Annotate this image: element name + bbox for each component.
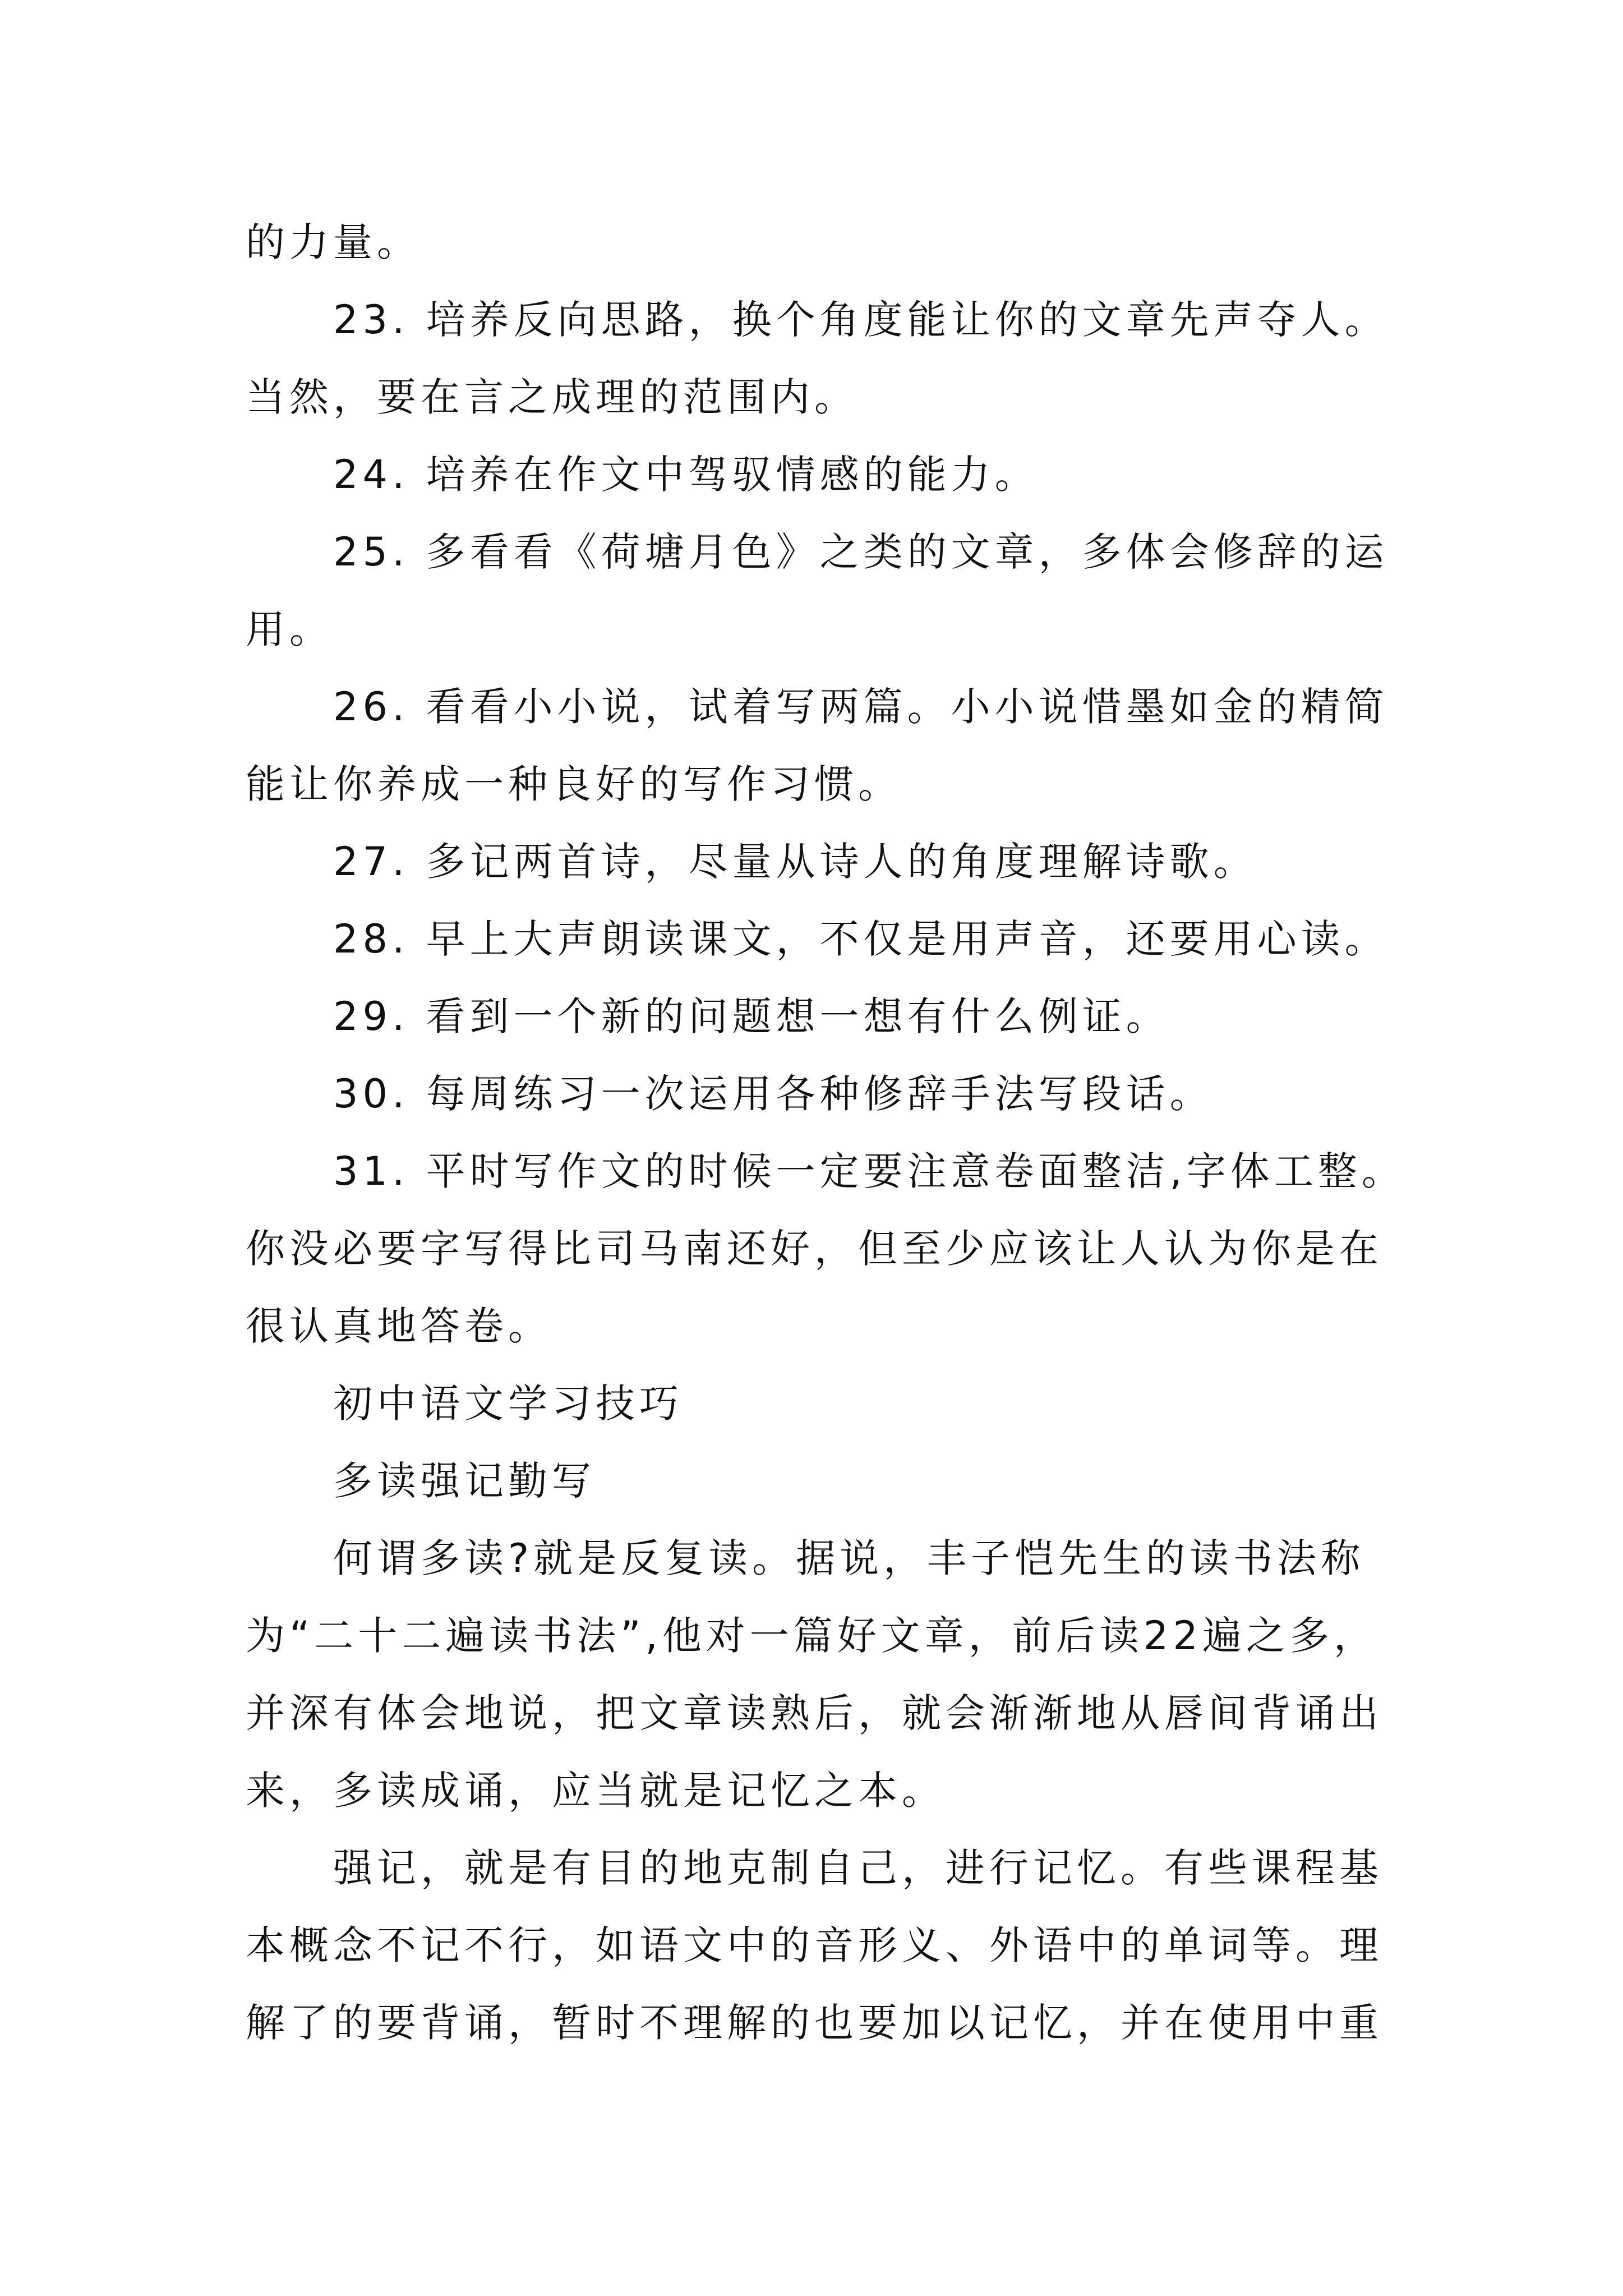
paragraph-line: 本概念不记不行，如语文中的音形义、外语中的单词等。理 — [246, 1922, 1383, 1968]
text-line: 能让你养成一种良好的写作习惯。 — [246, 761, 902, 807]
paragraph-line: 来，多读成诵，应当就是记忆之本。 — [246, 1768, 946, 1814]
list-item-31: 31. 平时写作文的时候一定要注意卷面整洁,字体工整。 — [333, 1148, 1405, 1194]
text-line: 你没必要字写得比司马南还好，但至少应该让人认为你是在 — [246, 1226, 1383, 1272]
list-item-23: 23. 培养反向思路，换个角度能让你的文章先声夺人。 — [333, 297, 1389, 343]
list-item-28: 28. 早上大声朗读课文，不仅是用声音，还要用心读。 — [333, 916, 1389, 962]
paragraph-line: 解了的要背诵，暂时不理解的也要加以记忆，并在使用中重 — [246, 2000, 1383, 2046]
paragraph-line: 何谓多读?就是反复读。据说，丰子恺先生的读书法称 — [333, 1535, 1365, 1581]
paragraph-line: 强记，就是有目的地克制自己，进行记忆。有些课程基 — [333, 1845, 1383, 1891]
list-item-25: 25. 多看看《荷塘月色》之类的文章，多体会修辞的运 — [333, 529, 1389, 575]
list-item-26: 26. 看看小小说，试着写两篇。小小说惜墨如金的精简 — [333, 684, 1389, 730]
list-item-29: 29. 看到一个新的问题想一想有什么例证。 — [333, 993, 1170, 1039]
paragraph-line: 并深有体会地说，把文章读熟后，就会渐渐地从唇间背诵出 — [246, 1690, 1383, 1736]
list-item-24: 24. 培养在作文中驾驭情感的能力。 — [333, 452, 1039, 498]
list-item-30: 30. 每周练习一次运用各种修辞手法写段话。 — [333, 1071, 1214, 1117]
text-line: 用。 — [246, 606, 333, 652]
list-item-27: 27. 多记两首诗，尽量从诗人的角度理解诗歌。 — [333, 839, 1257, 885]
text-line: 很认真地答卷。 — [246, 1303, 552, 1349]
text-line: 当然，要在言之成理的范围内。 — [246, 374, 858, 420]
text-line: 的力量。 — [246, 219, 421, 265]
paragraph-line: 为“二十二遍读书法”,他对一篇好文章，前后读22遍之多， — [246, 1613, 1377, 1659]
section-heading: 初中语文学习技巧 — [333, 1381, 683, 1427]
subsection-heading: 多读强记勤写 — [333, 1458, 596, 1504]
